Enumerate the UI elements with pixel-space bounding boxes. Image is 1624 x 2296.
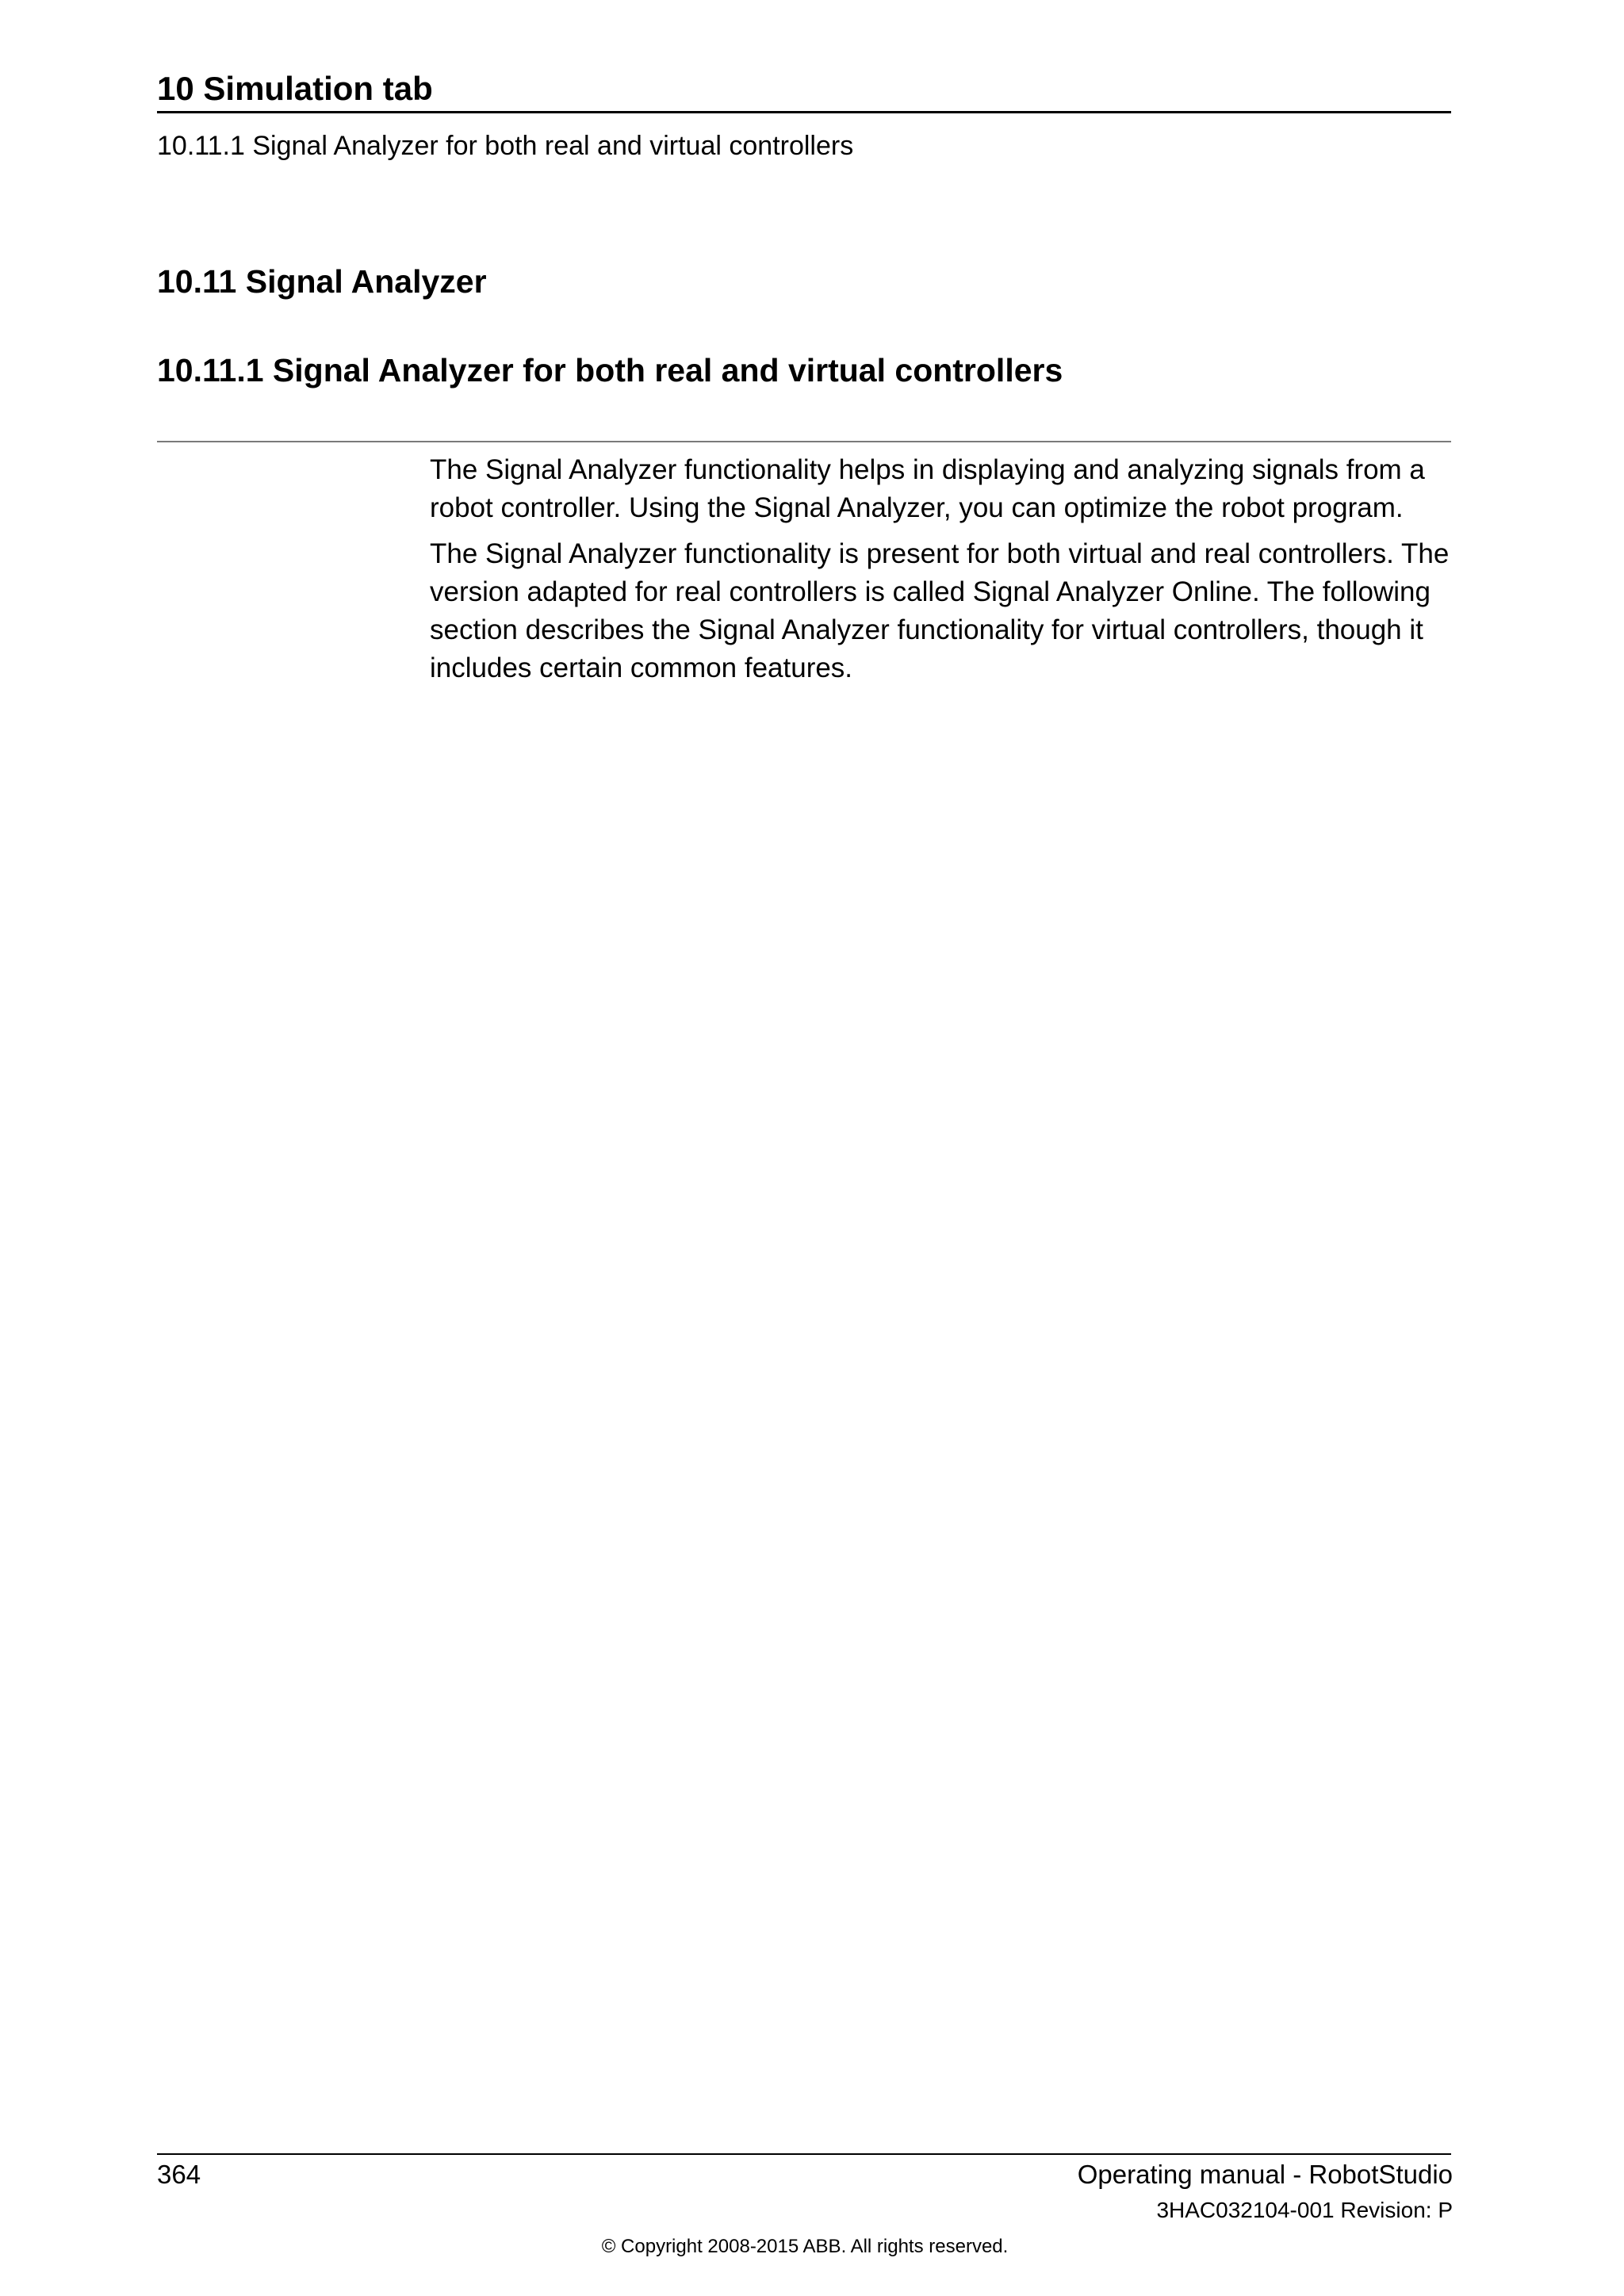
document-id: 3HAC032104-001 Revision: P [1156, 2198, 1453, 2222]
running-subtitle: 10.11.1 Signal Analyzer for both real and virtual controllers [157, 131, 854, 161]
chapter-title: 10 Simulation tab [157, 70, 433, 107]
section-divider [157, 441, 1451, 442]
header-divider [157, 111, 1451, 113]
subsection-heading: 10.11.1 Signal Analyzer for both real and virtual controllers [157, 352, 1063, 388]
footer-divider [157, 2153, 1451, 2155]
manual-title: Operating manual - RobotStudio [1077, 2160, 1453, 2189]
body-paragraph-1: The Signal Analyzer functionality helps in displaying and analyzing signals from a robot controller. Using the Signal Analyzer, you can optimize the robot program. [430, 454, 1425, 523]
copyright-notice: © Copyright 2008-2015 ABB. All rights reserved. [601, 2236, 1009, 2257]
page-number: 364 [157, 2160, 201, 2189]
section-heading: 10.11 Signal Analyzer [157, 263, 487, 300]
body-paragraph-2: The Signal Analyzer functionality is present for both virtual and real controllers. The version adapted for real controllers is called Signal Analyzer Online. The following section describes the Signal Analyzer functionality for virtual controllers, though it includes certain common features. [430, 538, 1450, 683]
